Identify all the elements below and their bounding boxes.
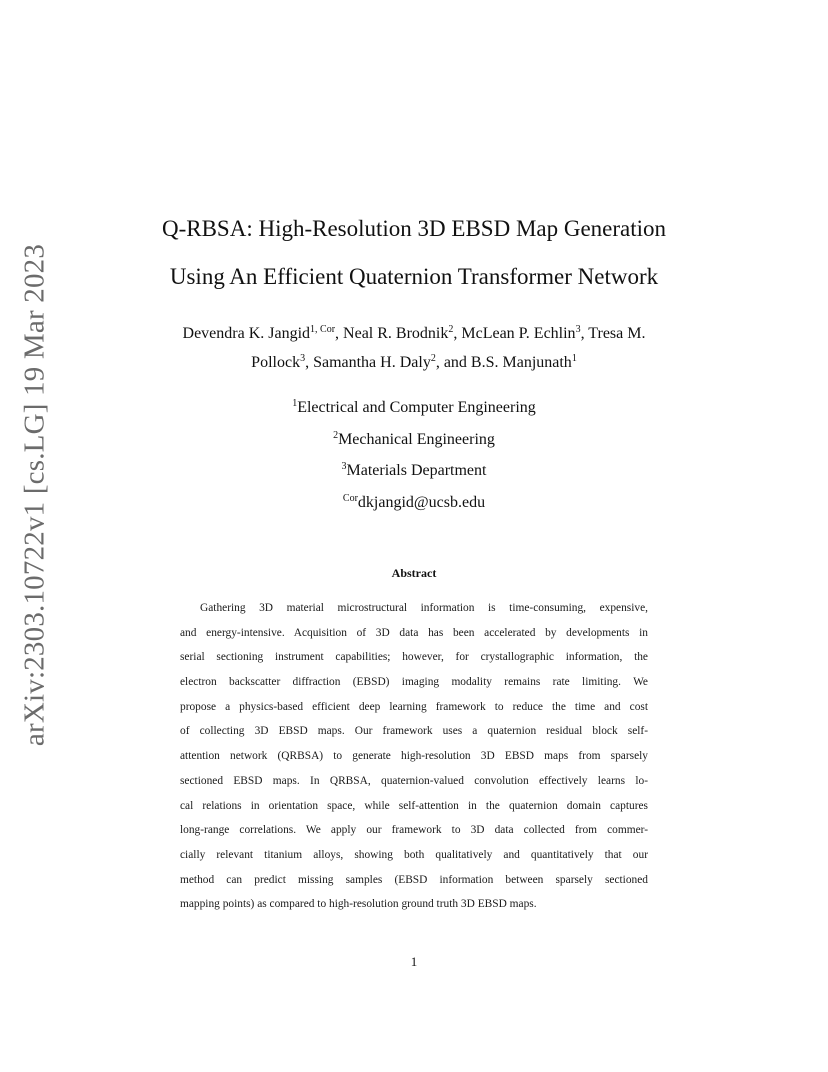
author-affiliation-mark: 2 (448, 324, 454, 335)
affiliation-mark: 2 (333, 429, 339, 441)
abstract-line: propose a physics-based efficient deep learning framework to reduce the time and cost (180, 700, 648, 713)
title-line-1: Q-RBSA: High-Resolution 3D EBSD Map Generation (161, 216, 667, 241)
author-name: , Neal R. Brodnik (335, 325, 449, 342)
author-name: Devendra K. Jangid (182, 325, 311, 342)
author-name: , Samantha H. Daly (305, 354, 431, 371)
abstract-line: cal relations in orientation space, while self-attention in the quaternion domain captures (180, 799, 648, 812)
author-affiliation-mark: 1 (571, 353, 577, 364)
abstract-line: cially relevant titanium alloys, showing both qualitatively and quantitatively that our (180, 848, 648, 861)
email-text: dkjangid@ucsb.edu (357, 493, 486, 511)
author-list (100, 319, 728, 377)
page-number: 1 (410, 954, 418, 969)
affiliation-item (100, 459, 728, 491)
author-name: , and B.S. Manjunath (435, 354, 572, 371)
abstract-line: of collecting 3D EBSD maps. Our framework uses a quaternion residual block self- (180, 725, 648, 738)
affiliation-text: Mechanical Engineering (338, 430, 495, 448)
arxiv-identifier: arXiv:2303.10722v1 [cs.LG] 19 Mar 2023 (18, 243, 51, 747)
affiliation-text: Materials Department (346, 462, 487, 479)
author-affiliation-mark: 3 (300, 353, 306, 364)
author-affiliation-mark: 2 (430, 353, 436, 364)
paper-title (100, 205, 728, 301)
author-line-2 (100, 348, 728, 377)
affiliation-list (100, 396, 728, 522)
abstract-line: mapping points) as compared to high-resolution ground truth 3D EBSD maps. (180, 898, 537, 911)
affiliation-item (100, 428, 728, 460)
author-line-1 (100, 319, 728, 348)
corresponding-email (100, 491, 728, 523)
abstract-line: serial sectioning instrument capabilities; however, for crystallographic information, the (180, 651, 648, 664)
abstract-heading: Abstract (391, 566, 437, 580)
author-name: , Tresa M. (580, 325, 646, 342)
affiliation-mark: 3 (341, 461, 347, 472)
affiliation-mark: Cor (342, 492, 358, 504)
abstract-line: long-range correlations. We apply our framework to 3D data collected from commer- (180, 824, 648, 837)
abstract-line: and energy-intensive. Acquisition of 3D data has been accelerated by developments in (180, 626, 648, 639)
author-name: Pollock (251, 354, 301, 371)
abstract-line: sectioned EBSD maps. In QRBSA, quaternion-valued convolution effectively learns lo- (180, 774, 648, 787)
abstract-line: method can predict missing samples (EBSD information between sparsely sectioned (180, 873, 648, 886)
affiliation-item (100, 396, 728, 428)
abstract-line: electron backscatter diffraction (EBSD) imaging modality remains rate limiting. We (180, 676, 648, 689)
author-affiliation-mark: 1, Cor (310, 324, 336, 335)
abstract-line: Gathering 3D material microstructural information is time-consuming, expensive, (200, 602, 648, 614)
author-affiliation-mark: 3 (575, 324, 581, 335)
affiliation-text: Electrical and Computer Engineering (297, 399, 536, 416)
title-line-2: Using An Efficient Quaternion Transformer Network (169, 264, 659, 289)
affiliation-mark: 1 (292, 398, 298, 409)
abstract-body (180, 599, 648, 920)
author-name: , McLean P. Echlin (453, 325, 576, 342)
abstract-line: attention network (QRBSA) to generate high-resolution 3D EBSD maps from sparsely (180, 750, 648, 763)
